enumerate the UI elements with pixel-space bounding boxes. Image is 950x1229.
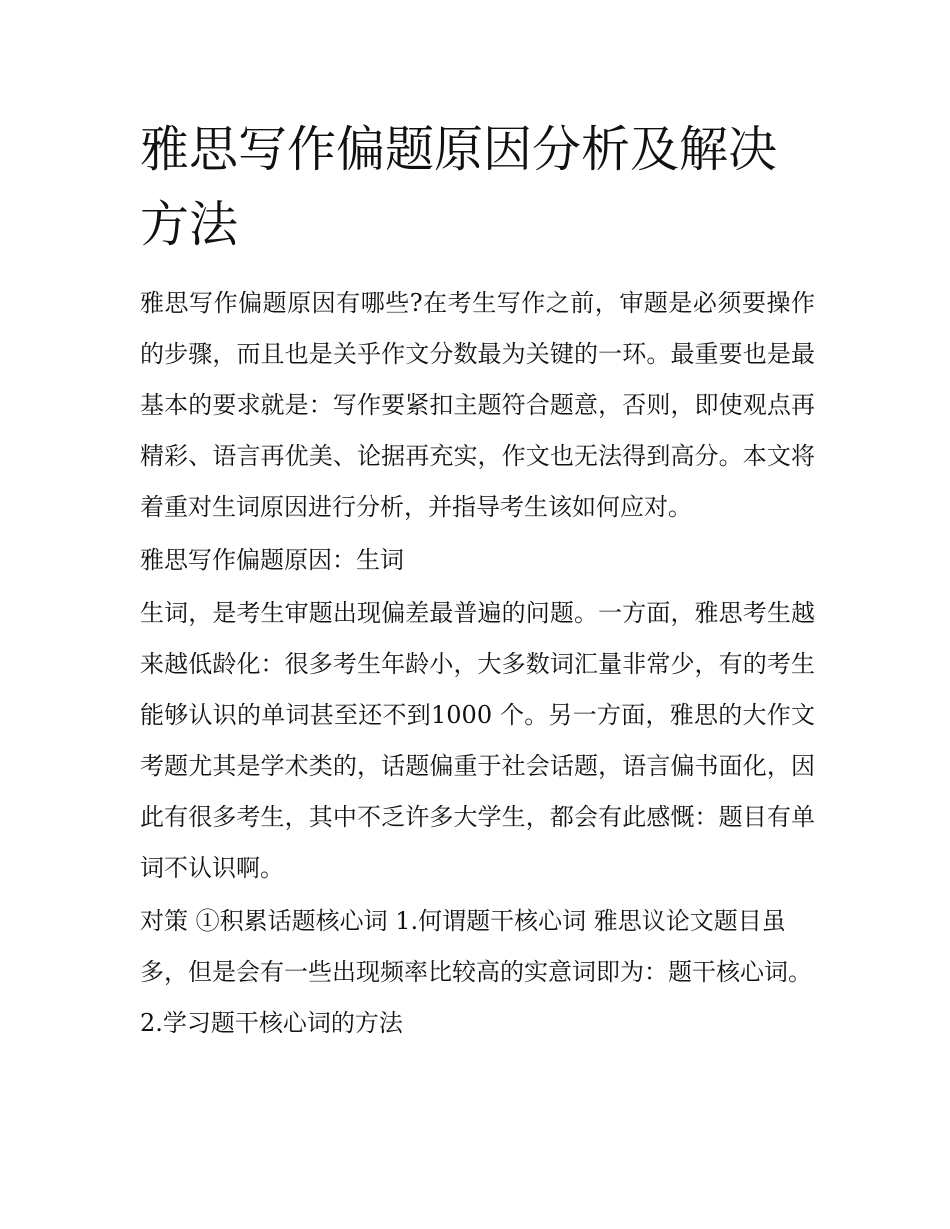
section-heading: 雅思写作偏题原因：生词 xyxy=(140,546,404,574)
document-title: 雅思写作偏题原因分析及解决方法 xyxy=(140,121,778,253)
document-page xyxy=(140,112,815,1051)
intro-paragraph: 雅思写作偏题原因有哪些?在考生写作之前，审题是必须要操作的步骤，而且也是关乎作文分数最为关键的一环。最重要也是最基本的要求就是：写作要紧扣主题符合题意，否则，即使观点再精彩、语言再优美、论据再充实，作文也无法得到高分。本文将着重对生词原因进行分析，并指导考生该如何应对。 xyxy=(140,289,815,521)
body-paragraph: 生词，是考生审题出现偏差最普遍的问题。一方面，雅思考生越来越低龄化：很多考生年龄小，大多数词汇量非常少，有的考生能够认识的单词甚至还不到1000 个。另一方面，雅思的大作文考题尤其是学术类的，话题偏重于社会话题，语言偏书面化，因此有很多考生，其中不乏许多大学生，都会有此感慨：题目有单词不认识啊。 xyxy=(140,599,815,882)
strategy-paragraph: 对策 ①积累话题核心词 1.何谓题干核心词 雅思议论文题目虽多，但是会有一些出现频率比较高的实意词即为：题干核心词。 2.学习题干核心词的方法 xyxy=(140,907,812,1037)
